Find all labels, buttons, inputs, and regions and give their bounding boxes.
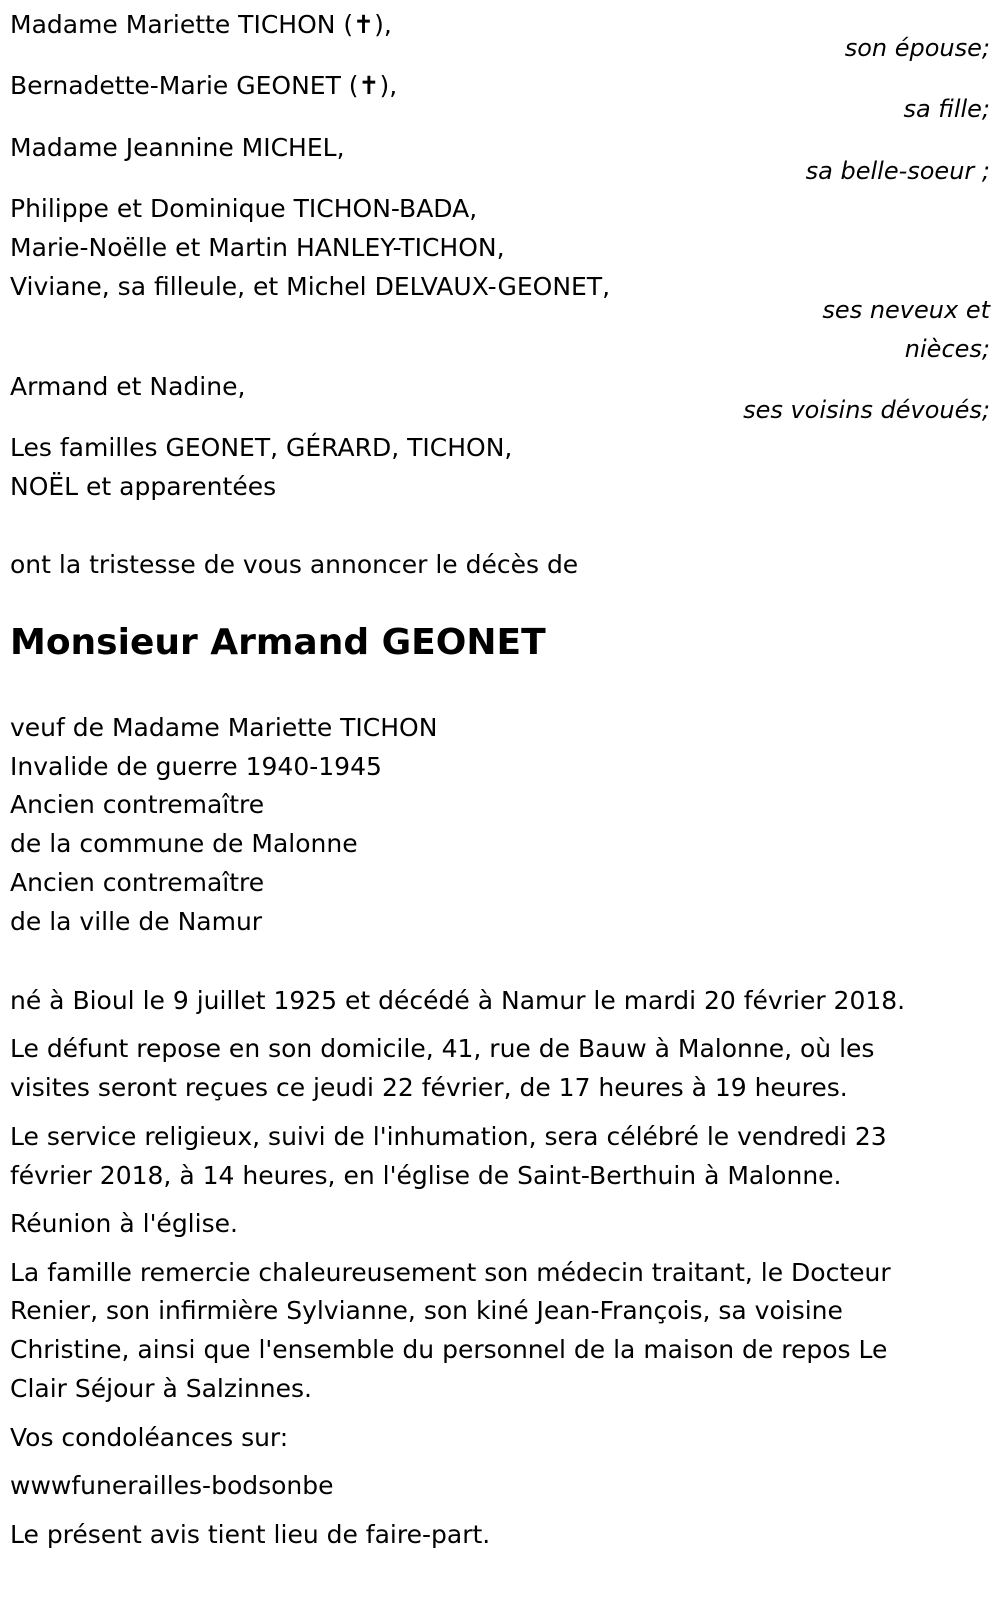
condolences-website: wwwfunerailles-bodsonbe [10, 1471, 334, 1500]
visits-text: visites seront reçues ce jeudi 22 février, de 17 heures à 19 heures. [10, 1073, 848, 1102]
title-line: de la ville de Namur [10, 907, 263, 936]
meeting-text: Réunion à l'église. [10, 1209, 238, 1238]
thanks-text: Renier, son infirmière Sylvianne, son kiné Jean-François, sa voisine [10, 1296, 843, 1325]
title-line: Ancien contremaître [10, 790, 265, 819]
birth-death: né à Bioul le 9 juillet 1925 et décédé à Namur le mardi 20 février 2018. [10, 986, 906, 1015]
nephews-relation: nièces; [904, 335, 990, 363]
nephew-line: Viviane, sa filleule, et Michel DELVAUX-GEONET, [10, 272, 611, 301]
visits-text: Le défunt repose en son domicile, 41, rue de Bauw à Malonne, où les [10, 1034, 875, 1063]
families-line: NOËL et apparentées [10, 472, 277, 501]
nephew-line: Philippe et Dominique TICHON-BADA, [10, 194, 478, 223]
nephew-line: Marie-Noëlle et Martin HANLEY-TICHON, [10, 233, 505, 262]
family-member-name: Madame Jeannine MICHEL, [10, 133, 345, 162]
service-text: Le service religieux, suivi de l'inhumation, sera célébré le vendredi 23 [10, 1122, 887, 1151]
thanks-text: Clair Séjour à Salzinnes. [10, 1374, 312, 1403]
title-line: Ancien contremaître [10, 868, 265, 897]
family-member-relation: sa belle-soeur ; [805, 157, 990, 185]
notice-text: Le présent avis tient lieu de faire-part. [10, 1520, 491, 1549]
condolences-label: Vos condoléances sur: [10, 1423, 289, 1452]
neighbors-name: Armand et Nadine, [10, 372, 246, 401]
neighbors-relation: ses voisins dévoués; [743, 396, 990, 424]
nephews-relation: ses neveux et [822, 296, 990, 324]
family-member-relation: son épouse; [844, 34, 990, 62]
deceased-titles [10, 708, 437, 942]
thanks-text: Christine, ainsi que l'ensemble du personnel de la maison de repos Le [10, 1335, 888, 1364]
announcement: ont la tristesse de vous annoncer le décès de [10, 550, 579, 579]
thanks-text: La famille remercie chaleureusement son médecin traitant, le Docteur [10, 1258, 891, 1287]
deceased-name: Monsieur Armand GEONET [10, 622, 546, 663]
family-member-relation: sa fille; [903, 95, 990, 123]
family-member-name: Madame Mariette TICHON (✝), [10, 10, 392, 39]
family-member-name: Bernadette-Marie GEONET (✝), [10, 71, 398, 100]
title-line: de la commune de Malonne [10, 829, 358, 858]
service-text: février 2018, à 14 heures, en l'église de Saint-Berthuin à Malonne. [10, 1161, 842, 1190]
title-line: veuf de Madame Mariette TICHON [10, 713, 438, 742]
title-line: Invalide de guerre 1940-1945 [10, 752, 382, 781]
families-line: Les familles GEONET, GÉRARD, TICHON, [10, 433, 513, 462]
